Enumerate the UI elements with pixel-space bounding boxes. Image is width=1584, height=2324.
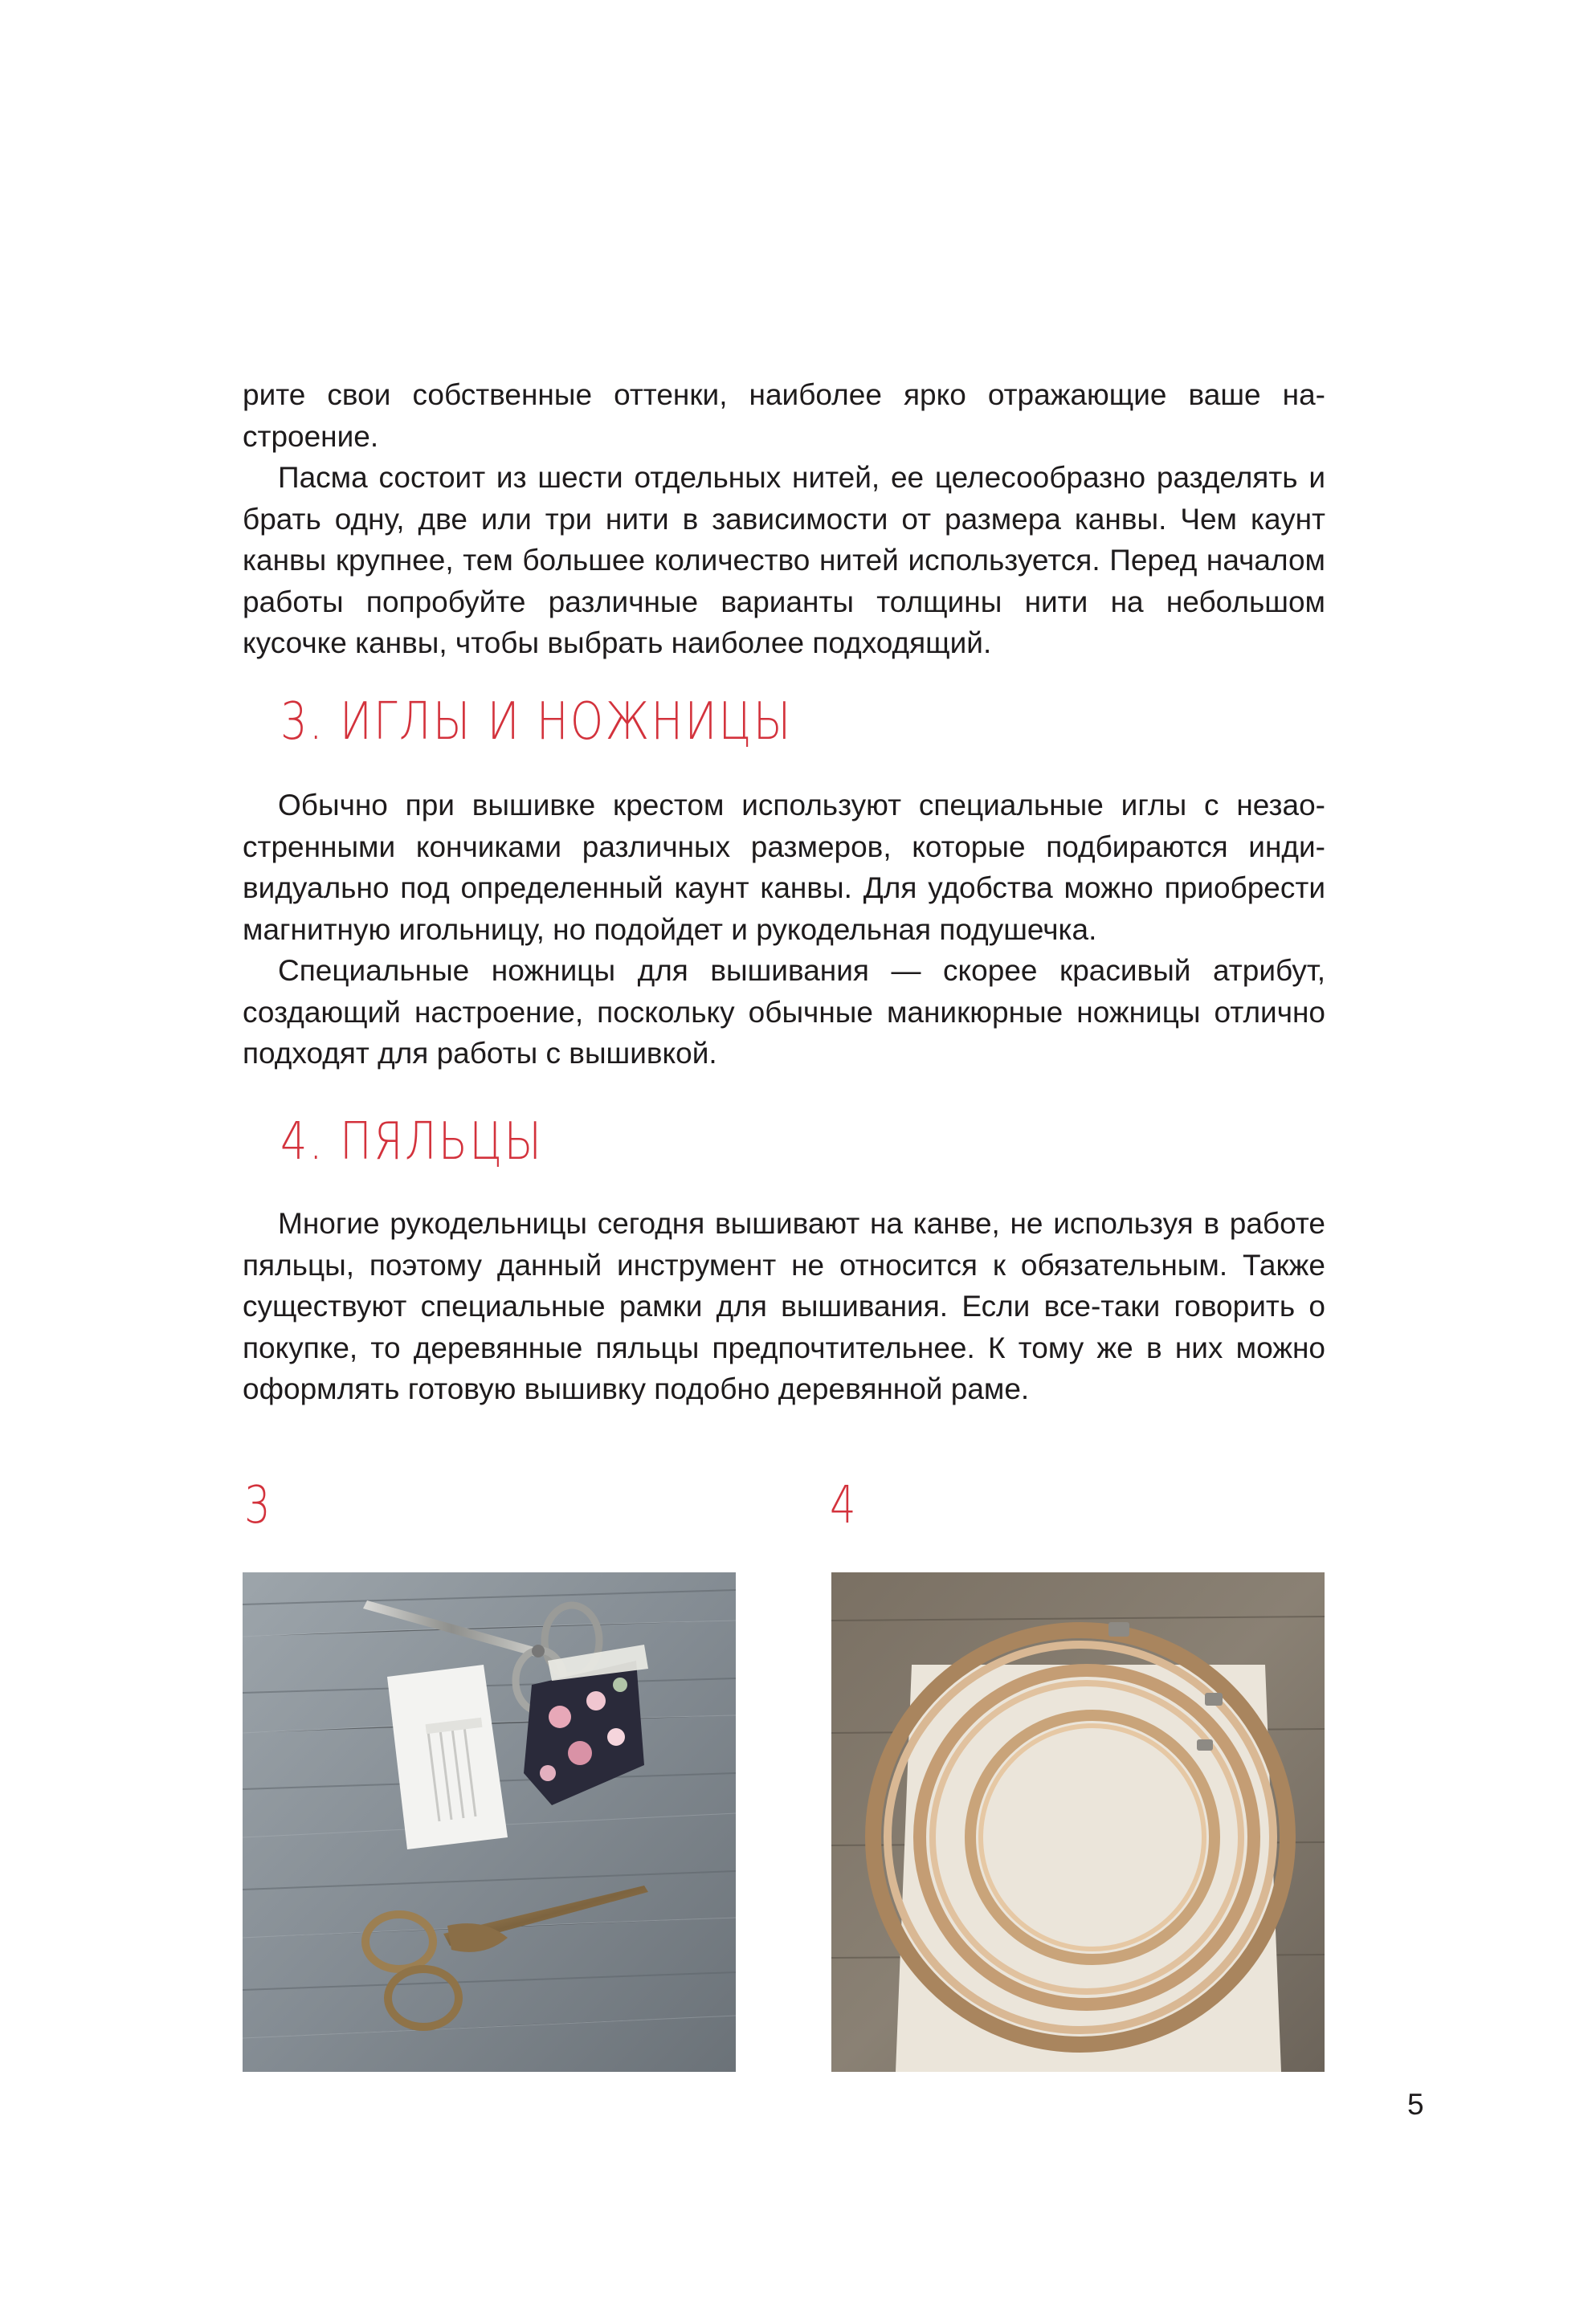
- section-3-heading: 3. ИГЛЫ И НОЖНИЦЫ: [280, 692, 793, 752]
- paragraph: Пасма состоит из шести отдельных нитей, ее целесообразно разделять и брать одну, две или три нити в зависимости от размера канвы. Чем каунт канвы крупнее, тем большее количество нитей используется. Перед началом работы попробуйте различные варианты толщины нити на небольшом кусочке канвы, чтобы выбрать наиболее подходящий.: [243, 461, 1325, 659]
- figure-4-label: 4: [830, 1476, 856, 1535]
- paragraph: рите свои собственные оттенки, наиболее ярко отражающие ваше настроение.: [243, 378, 1325, 453]
- intro-text-block: [243, 374, 1325, 664]
- photo-embroidery-hoops: [831, 1572, 1325, 2072]
- paragraph: Специальные ножницы для вышивания — скорее красивый атрибут, создающий настроение, поскольку обычные маникюрные ножницы отлично подходят для работы с вышивкой.: [243, 954, 1325, 1070]
- section-4-text: [243, 1203, 1325, 1410]
- section-3-text: [243, 785, 1325, 1074]
- section-4-heading: 4. ПЯЛЬЦЫ: [280, 1112, 544, 1172]
- page-number: 5: [1407, 2088, 1424, 2121]
- figure-3-label: 3: [244, 1476, 271, 1535]
- paragraph: Многие рукодельницы сегодня вышивают на канве, не используя в работе пяльцы, поэтому данный инструмент не относится к обязательным. Также существуют специальные рамки для вышивания. Если все-таки говорить о покупке, то деревянные пяльцы предпочтительнее. К тому же в них можно оформлять готовую вышивку подобно деревянной раме.: [243, 1207, 1325, 1405]
- photo-scissors-needles: [243, 1572, 736, 2072]
- paragraph: Обычно при вышивке крестом используют специальные иглы с незаостренными кончиками различных размеров, которые подбираются индивидуально под определенный каунт канвы. Для удобства можно приобрести магнитную игольницу, но подойдет и рукодельная подушечка.: [243, 789, 1325, 946]
